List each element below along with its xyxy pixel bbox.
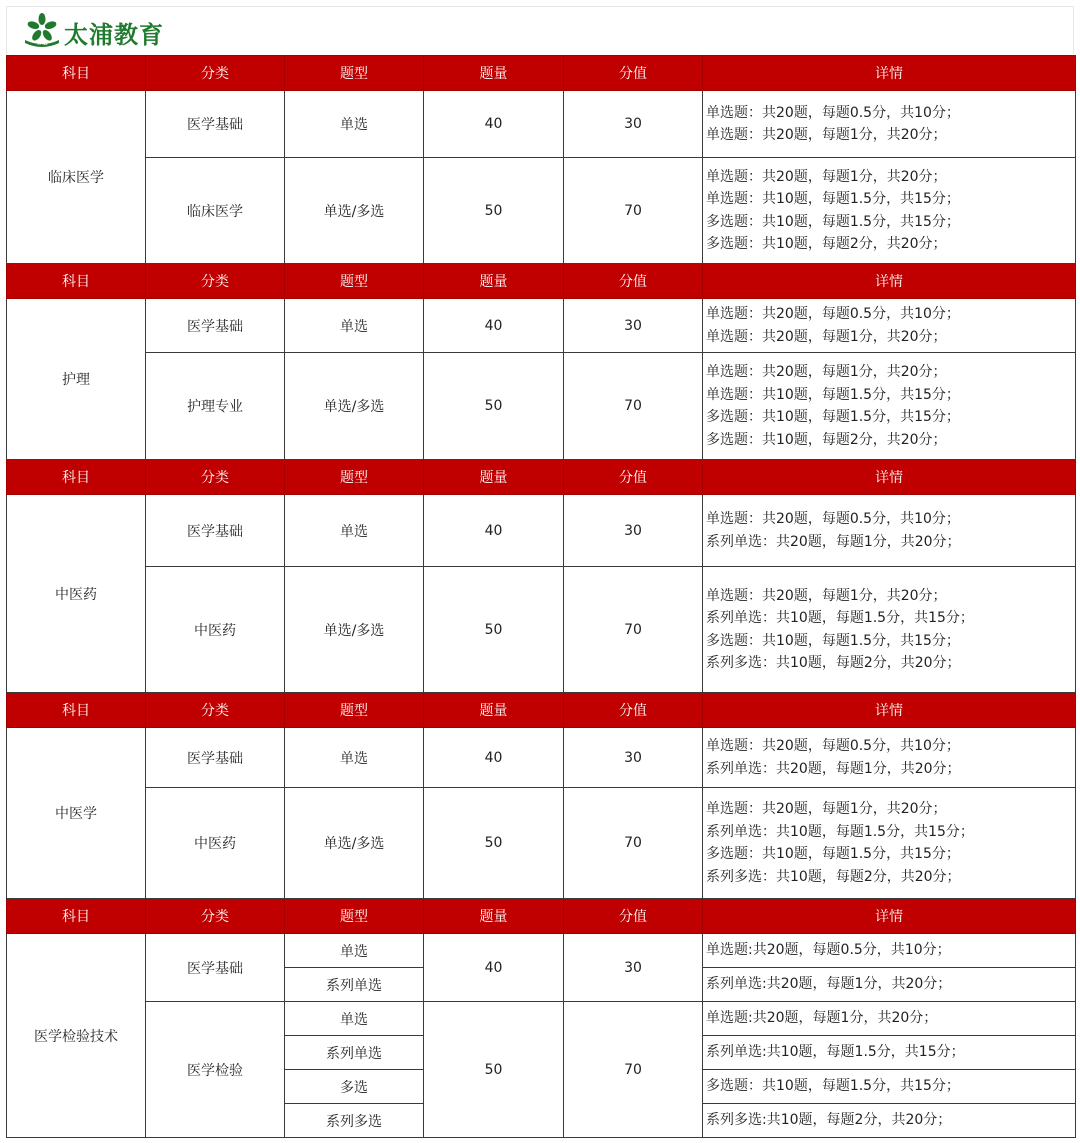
detail-line: 单选题：共20题，每题0.5分，共10分；: [706, 511, 960, 527]
col-header-details: 详情: [703, 899, 1076, 934]
score-cell: 30: [564, 934, 703, 1002]
detail-line: 单选题：共20题，每题1分，共20分；: [706, 127, 947, 143]
table-row: [7, 567, 1076, 693]
col-header-category: 分类: [146, 693, 285, 728]
table-row: [7, 934, 1076, 968]
table-row: [7, 1002, 1076, 1036]
table-row: [7, 353, 1076, 460]
col-header-subject: 科目: [7, 693, 146, 728]
category-cell: 医学检验: [146, 1002, 285, 1138]
score-cell: 70: [564, 353, 703, 460]
count-cell: 50: [424, 158, 564, 264]
count-cell: 50: [424, 788, 564, 899]
col-header-count: 题量: [424, 264, 564, 299]
table-row: [7, 91, 1076, 158]
score-cell: 70: [564, 567, 703, 693]
category-cell: 医学基础: [146, 91, 285, 158]
detail-line: 多选题：共10题，每题2分，共20分；: [706, 431, 947, 448]
count-cell: 40: [424, 728, 564, 788]
details-cell: [703, 495, 1076, 567]
category-cell: 临床医学: [146, 158, 285, 264]
col-header-type: 题型: [285, 693, 424, 728]
detail-line: 多选题：共10题，每题1.5分，共15分；: [706, 846, 960, 862]
col-header-details: 详情: [703, 460, 1076, 495]
count-cell: 40: [424, 495, 564, 567]
details-cell: 单选题:共20题，每题1分，共20分；: [703, 1002, 1076, 1036]
type-cell: 单选/多选: [285, 788, 424, 899]
type-cell: 单选/多选: [285, 353, 424, 460]
detail-line: 多选题：共10题，每题1.5分，共15分；: [706, 409, 960, 425]
col-header-category: 分类: [146, 264, 285, 299]
col-header-type: 题型: [285, 264, 424, 299]
col-header-details: 详情: [703, 693, 1076, 728]
score-cell: 70: [564, 1002, 703, 1138]
type-cell: 单选: [285, 1002, 424, 1036]
count-cell: 40: [424, 934, 564, 1002]
col-header-count: 题量: [424, 460, 564, 495]
score-cell: 30: [564, 299, 703, 353]
count-cell: 40: [424, 91, 564, 158]
table-row: [7, 495, 1076, 567]
count-cell: 50: [424, 1002, 564, 1138]
col-header-details: 详情: [703, 264, 1076, 299]
col-header-category: 分类: [146, 56, 285, 91]
score-cell: 30: [564, 91, 703, 158]
detail-line: 单选题：共20题，每题0.5分，共10分；: [706, 104, 960, 121]
type-cell: 系列单选: [285, 968, 424, 1002]
details-cell: [703, 91, 1076, 158]
page-frame: [6, 6, 1074, 54]
header-row: [7, 56, 1076, 91]
detail-line: 多选题：共10题，每题1.5分，共15分；: [706, 213, 960, 230]
category-cell: 中医药: [146, 788, 285, 899]
details-cell: 多选题：共10题，每题1.5分，共15分；: [703, 1070, 1076, 1104]
detail-line: 系列单选：共20题，每题1分，共20分；: [706, 760, 961, 777]
count-cell: 40: [424, 299, 564, 353]
details-cell: [703, 353, 1076, 460]
header-row: [7, 264, 1076, 299]
subject-cell: 医学检验技术: [7, 934, 146, 1138]
detail-line: 系列单选：共10题，每题1.5分，共15分；: [706, 610, 974, 626]
score-cell: 30: [564, 728, 703, 788]
col-header-category: 分类: [146, 899, 285, 934]
detail-line: 系列单选：共20题，每题1分，共20分；: [706, 533, 961, 550]
svg-text:TAB: TAB: [36, 40, 48, 47]
subject-cell: 中医药: [7, 495, 146, 693]
type-cell: 单选: [285, 299, 424, 353]
table-row: [7, 158, 1076, 264]
score-cell: 70: [564, 158, 703, 264]
type-cell: 系列单选: [285, 1036, 424, 1070]
table-row: [7, 299, 1076, 353]
category-cell: 医学基础: [146, 495, 285, 567]
col-header-score: 分值: [564, 899, 703, 934]
detail-line: 单选题：共20题，每题1分，共20分；: [706, 168, 947, 185]
detail-line: 单选题：共20题，每题1分，共20分；: [706, 801, 947, 817]
details-cell: [703, 158, 1076, 264]
details-cell: 系列多选:共10题，每题2分，共20分；: [703, 1104, 1076, 1138]
col-header-score: 分值: [564, 56, 703, 91]
details-cell: [703, 728, 1076, 788]
count-cell: 50: [424, 353, 564, 460]
brand-emblem-icon: [22, 13, 62, 51]
count-cell: 50: [424, 567, 564, 693]
details-cell: 单选题:共20题，每题0.5分，共10分；: [703, 934, 1076, 968]
subject-cell: 临床医学: [7, 91, 146, 264]
score-cell: 70: [564, 788, 703, 899]
col-header-subject: 科目: [7, 460, 146, 495]
col-header-subject: 科目: [7, 264, 146, 299]
col-header-category: 分类: [146, 460, 285, 495]
col-header-type: 题型: [285, 899, 424, 934]
brand-logo: [22, 12, 164, 52]
header-row: [7, 899, 1076, 934]
details-cell: [703, 299, 1076, 353]
col-header-count: 题量: [424, 693, 564, 728]
subject-cell: 中医学: [7, 728, 146, 899]
header-row: [7, 460, 1076, 495]
detail-line: 单选题：共20题，每题1分，共20分；: [706, 364, 947, 380]
details-cell: [703, 788, 1076, 899]
detail-line: 单选题：共10题，每题1.5分，共15分；: [706, 386, 960, 403]
score-cell: 30: [564, 495, 703, 567]
col-header-subject: 科目: [7, 899, 146, 934]
type-cell: 单选: [285, 91, 424, 158]
type-cell: 单选/多选: [285, 567, 424, 693]
table-row: [7, 788, 1076, 899]
category-cell: 医学基础: [146, 934, 285, 1002]
detail-line: 多选题：共10题，每题1.5分，共15分；: [706, 632, 960, 649]
type-cell: 单选/多选: [285, 158, 424, 264]
type-cell: 单选: [285, 495, 424, 567]
details-cell: 系列单选:共20题，每题1分，共20分；: [703, 968, 1076, 1002]
exam-table: [6, 55, 1076, 1138]
type-cell: 单选: [285, 728, 424, 788]
type-cell: 单选: [285, 934, 424, 968]
detail-line: 系列单选：共10题，每题1.5分，共15分；: [706, 823, 974, 840]
detail-line: 单选题：共20题，每题1分，共20分；: [706, 587, 947, 604]
category-cell: 中医药: [146, 567, 285, 693]
col-header-details: 详情: [703, 56, 1076, 91]
detail-line: 系列多选：共10题，每题2分，共20分；: [706, 868, 961, 885]
detail-line: 单选题：共20题，每题0.5分，共10分；: [706, 306, 960, 322]
detail-line: 多选题：共10题，每题2分，共20分；: [706, 236, 947, 252]
col-header-score: 分值: [564, 693, 703, 728]
category-cell: 医学基础: [146, 299, 285, 353]
table-row: [7, 728, 1076, 788]
category-cell: 医学基础: [146, 728, 285, 788]
col-header-count: 题量: [424, 56, 564, 91]
details-cell: [703, 567, 1076, 693]
detail-line: 单选题：共20题，每题0.5分，共10分；: [706, 738, 960, 754]
brand-name: 太浦教育: [64, 20, 164, 49]
detail-line: 系列多选：共10题，每题2分，共20分；: [706, 655, 961, 671]
details-cell: 系列单选:共10题，每题1.5分，共15分；: [703, 1036, 1076, 1070]
subject-cell: 护理: [7, 299, 146, 460]
col-header-type: 题型: [285, 56, 424, 91]
col-header-type: 题型: [285, 460, 424, 495]
col-header-score: 分值: [564, 264, 703, 299]
category-cell: 护理专业: [146, 353, 285, 460]
detail-line: 单选题：共10题，每题1.5分，共15分；: [706, 191, 960, 207]
header-row: [7, 693, 1076, 728]
col-header-score: 分值: [564, 460, 703, 495]
type-cell: 系列多选: [285, 1104, 424, 1138]
type-cell: 多选: [285, 1070, 424, 1104]
col-header-subject: 科目: [7, 56, 146, 91]
col-header-count: 题量: [424, 899, 564, 934]
detail-line: 单选题：共20题，每题1分，共20分；: [706, 328, 947, 345]
